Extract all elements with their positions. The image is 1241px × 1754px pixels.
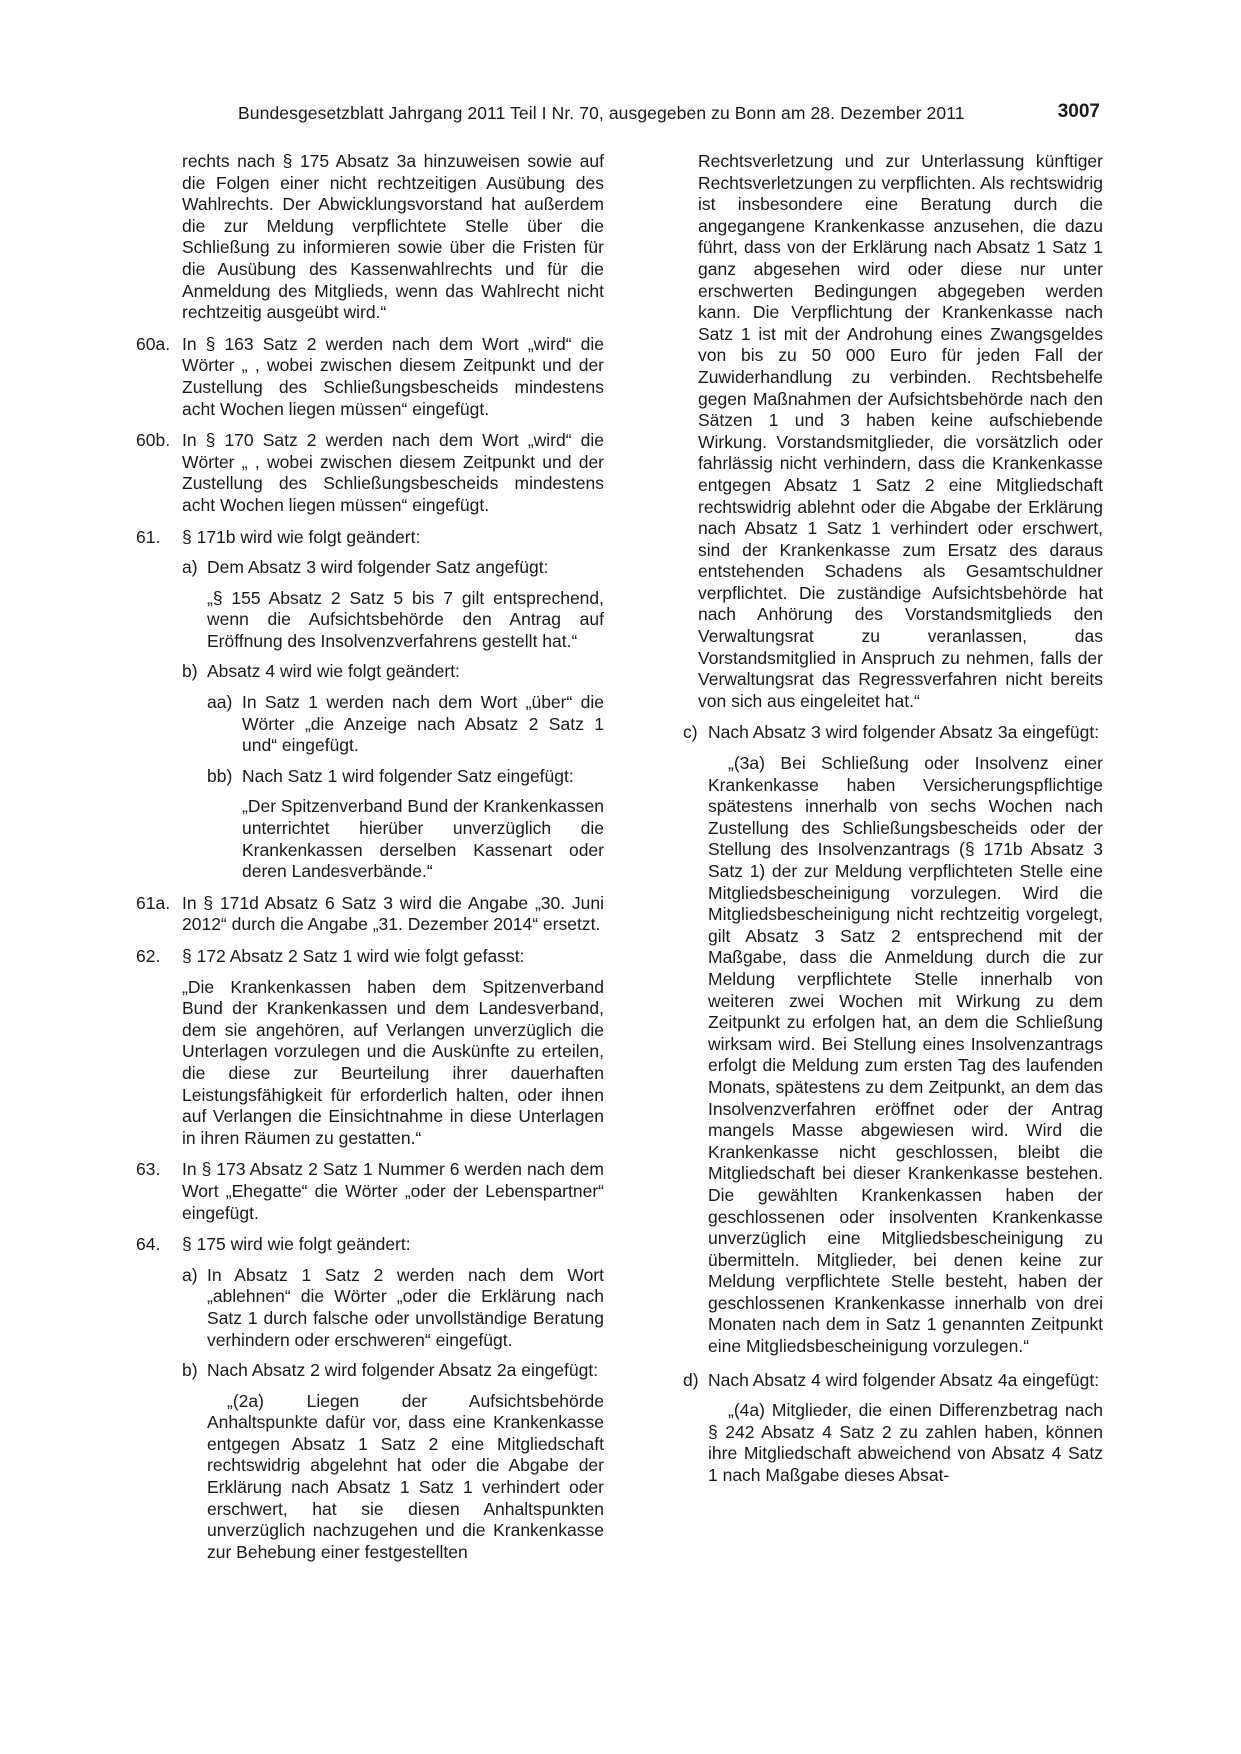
page-header — [238, 101, 1100, 129]
left-column — [136, 151, 604, 1573]
page-number: 3007 — [1057, 101, 1100, 122]
quoted-text: „Die Krankenkassen haben dem Spitzenverband Bund der Krankenkassen und dem Landesverband, dem sie angehören, auf Verlangen unverzüglich die Unterlagen vorzulegen und die Auskünfte zu erteilen, die diese zur Beurteilung ihrer dauerhaften Leistungsfähigkeit für erforderlich halten, oder ihnen auf Verlangen die Einsichtnahme in diese Unterlagen in ihren Räumen zu gestatten.“ — [182, 976, 604, 1148]
subsubitem-bb — [207, 766, 604, 883]
item-number: 63. — [136, 1159, 161, 1180]
right-column — [683, 151, 1103, 1487]
item-number: 64. — [136, 1234, 161, 1255]
item-61 — [136, 527, 604, 883]
gazette-title: Bundesgesetzblatt Jahrgang 2011 Teil I Nr. 70, ausgegeben zu Bonn am 28. Dezember 2011 — [238, 103, 965, 123]
quoted-text: „Der Spitzenverband Bund der Krankenkassen unterrichtet hierüber unverzüglich die Krankenkassen derselben Kassenart oder deren Landesverbände.“ — [242, 796, 604, 882]
item-text: In § 170 Satz 2 werden nach dem Wort „wird“ die Wörter „ , wobei zwischen diesem Zeitpunkt und der Zustellung des Schließungsbescheids mindestens acht Wochen liegen müssen“ eingefügt. — [182, 430, 604, 515]
item-text: In § 171d Absatz 6 Satz 3 wird die Angabe „30. Juni 2012“ durch die Angabe „31. Dezember 2014“ ersetzt. — [182, 892, 604, 935]
subitem-text: Nach Absatz 3 wird folgender Absatz 3a eingefügt: — [708, 722, 1100, 743]
subitem-text: Nach Absatz 4 wird folgender Absatz 4a eingefügt: — [708, 1369, 1100, 1390]
item-60b — [136, 430, 604, 516]
quoted-text: „(2a) Liegen der Aufsichtsbehörde Anhaltspunkte dafür vor, dass eine Krankenkasse entgegen Absatz 1 Satz 2 eine Mitgliedschaft rechtswidrig abgelehnt hat oder die Abgabe der Erklärung nach Absatz 1 Satz 1 verhindert oder erschwert, hat sie diesen Anhaltspunkten unverzüglich nachzugehen und die Krankenkasse zur Behebung einer festgestellten — [207, 1390, 604, 1562]
subitem-letter: a) — [182, 557, 198, 578]
continuation-paragraph: Rechtsverletzung und zur Unterlassung künftiger Rechtsverletzungen zu verpflichten. Als rechtswidrig ist insbesondere eine Beratung durch die angegangene Krankenkasse anzusehen, die dazu führt, dass von der Erklärung nach Absatz 1 Satz 1 ganz abgesehen wird oder diese nur unter erschwerten Bedingungen abgegeben werden kann. Die Verpflichtung der Krankenkasse nach Satz 1 ist mit der Androhung eines Zwangsgeldes von bis zu 50 000 Euro für jeden Fall der Zuwiderhandlung zu verbinden. Rechtsbehelfe gegen Maßnahmen der Aufsichtsbehörde nach den Sätzen 1 und 3 haben keine aufschiebende Wirkung. Vorstandsmitglieder, die vorsätzlich oder fahrlässig nicht verhindern, dass die Krankenkasse entgegen Absatz 1 Satz 2 eine Mitgliedschaft rechtswidrig ablehnt oder die Abgabe der Erklärung nach Absatz 1 Satz 1 verhindert oder erschwert, sind der Krankenkasse zum Ersatz des daraus entstehenden Schadens als Gesamtschuldner verpflichtet. Die zuständige Aufsichtsbehörde hat nach Anhörung des Vorstandsmitglieds den Verwaltungsrat zu veranlassen, das Vorstandsmitglied in Anspruch zu nehmen, falls der Verwaltungsrat das Regressverfahren nicht bereits von sich aus eingeleitet hat.“ — [698, 151, 1103, 711]
item-text: In § 173 Absatz 2 Satz 1 Nummer 6 werden nach dem Wort „Ehegatte“ die Wörter „oder der Lebenspartner“ eingefügt. — [182, 1159, 604, 1223]
item-number: 62. — [136, 946, 161, 966]
item-64 — [136, 1234, 604, 1563]
subitem-text: Absatz 4 wird wie folgt geändert: — [207, 661, 460, 682]
subitem-a — [182, 557, 604, 652]
item-number: 61a. — [136, 892, 171, 913]
quoted-text: „(3a) Bei Schließung oder Insolvenz einer Krankenkasse haben Versicherungspflichtige spätestens innerhalb von sechs Wochen nach Zustellung des Schließungsbescheids oder der Stellung des Insolvenzantrags (§ 171b Absatz 3 Satz 1) der zur Meldung verpflichteten Stelle eine Mitgliedsbescheinigung vorzulegen. Wird die Mitgliedsbescheinigung nicht rechtzeitig vorgelegt, gilt Absatz 3 Satz 2 entsprechend mit der Maßgabe, dass die Anmeldung durch die zur Meldung verpflichtete Stelle innerhalb von weiteren zwei Wochen mit Wirkung zu dem Zeitpunkt zu erfolgen hat, an dem die Schließung wirksam wird. Bei Stellung eines Insolvenzantrags erfolgt die Meldung zum ersten Tag des laufenden Monats, spätestens zu dem Zeitpunkt, an dem das Insolvenzverfahren eröffnet oder der Antrag mangels Masse abgewiesen wird. Wird die Krankenkasse nicht geschlossen, bleibt die Mitgliedschaft bei dieser Krankenkasse bestehen. Die gewählten Krankenkassen haben der geschlossenen oder insolventen Krankenkasse unverzüglich eine Mitgliedsbescheinigung zu übermitteln. Mitglieder, bei denen keine zur Meldung verpflichtete Stelle besteht, haben der geschlossenen Krankenkasse innerhalb von drei Monaten nach dem in Satz 1 genannten Zeitpunkt eine Mitgliedsbescheinigung vorzulegen.“ — [708, 753, 1103, 1357]
item-text: § 172 Absatz 2 Satz 1 wird wie folgt gefasst: — [182, 946, 525, 966]
item-text: § 175 wird wie folgt geändert: — [182, 1234, 411, 1255]
subsubitem-aa — [207, 692, 604, 757]
item-number: 61. — [136, 526, 161, 547]
subitem-letter: c) — [683, 722, 698, 743]
subitem-letter: b) — [182, 1360, 198, 1381]
subsubitem-text: Nach Satz 1 wird folgender Satz eingefügt: — [242, 765, 574, 786]
subitem-letter: a) — [182, 1264, 198, 1285]
subitem-d — [683, 1370, 1103, 1487]
subitem-c — [683, 722, 1103, 1357]
subitem-letter: d) — [683, 1369, 699, 1390]
subitem-b — [182, 1360, 604, 1563]
quoted-text: „§ 155 Absatz 2 Satz 5 bis 7 gilt entsprechend, wenn die Aufsichtsbehörde den Antrag auf Eröffnung des Insolvenzverfahrens gestellt hat.“ — [207, 587, 604, 651]
subsubitem-label: bb) — [207, 765, 233, 786]
item-60a — [136, 334, 604, 420]
subitem-a — [182, 1265, 604, 1351]
subitem-text: Dem Absatz 3 wird folgender Satz angefügt: — [207, 557, 549, 578]
item-text: § 171b wird wie folgt geändert: — [182, 526, 421, 547]
item-63 — [136, 1159, 604, 1224]
subitem-b — [182, 661, 604, 882]
subitem-text: Nach Absatz 2 wird folgender Absatz 2a eingefügt: — [207, 1360, 599, 1381]
subitem-text: In Absatz 1 Satz 2 werden nach dem Wort „ablehnen“ die Wörter „oder die Erklärung nach Satz 1 durch falsche oder unvollständige Beratung verhindern oder erschweren“ eingefügt. — [207, 1264, 604, 1350]
subsubitem-text: In Satz 1 werden nach dem Wort „über“ die Wörter „die Anzeige nach Absatz 2 Satz 1 und“ eingefügt. — [242, 692, 604, 756]
subitem-letter: b) — [182, 661, 198, 682]
continuation-paragraph: rechts nach § 175 Absatz 3a hinzuweisen sowie auf die Folgen einer nicht rechtzeitigen Ausübung des Wahlrechts. Der Abwicklungsvorstand hat außerdem die zur Meldung verpflichtete Stelle über die Schließung zu informieren sowie über die Fristen für die Ausübung des Kassenwahlrechts und für die Anmeldung des Mitglieds, wenn das Wahlrecht nicht rechtzeitig ausgeübt wird.“ — [182, 151, 604, 323]
item-61a — [136, 893, 604, 936]
item-number: 60a. — [136, 333, 171, 354]
item-62 — [136, 946, 604, 1149]
quoted-text: „(4a) Mitglieder, die einen Differenzbetrag nach § 242 Absatz 4 Satz 2 zu zahlen haben, können ihre Mitgliedschaft abweichend von Absatz 4 Satz 1 nach Maßgabe dieses Absat- — [708, 1400, 1103, 1486]
item-text: In § 163 Satz 2 werden nach dem Wort „wird“ die Wörter „ , wobei zwischen diesem Zeitpunkt und der Zustellung des Schließungsbescheids mindestens acht Wochen liegen müssen“ eingefügt. — [182, 333, 604, 419]
subsubitem-label: aa) — [207, 692, 233, 713]
item-number: 60b. — [136, 430, 171, 451]
